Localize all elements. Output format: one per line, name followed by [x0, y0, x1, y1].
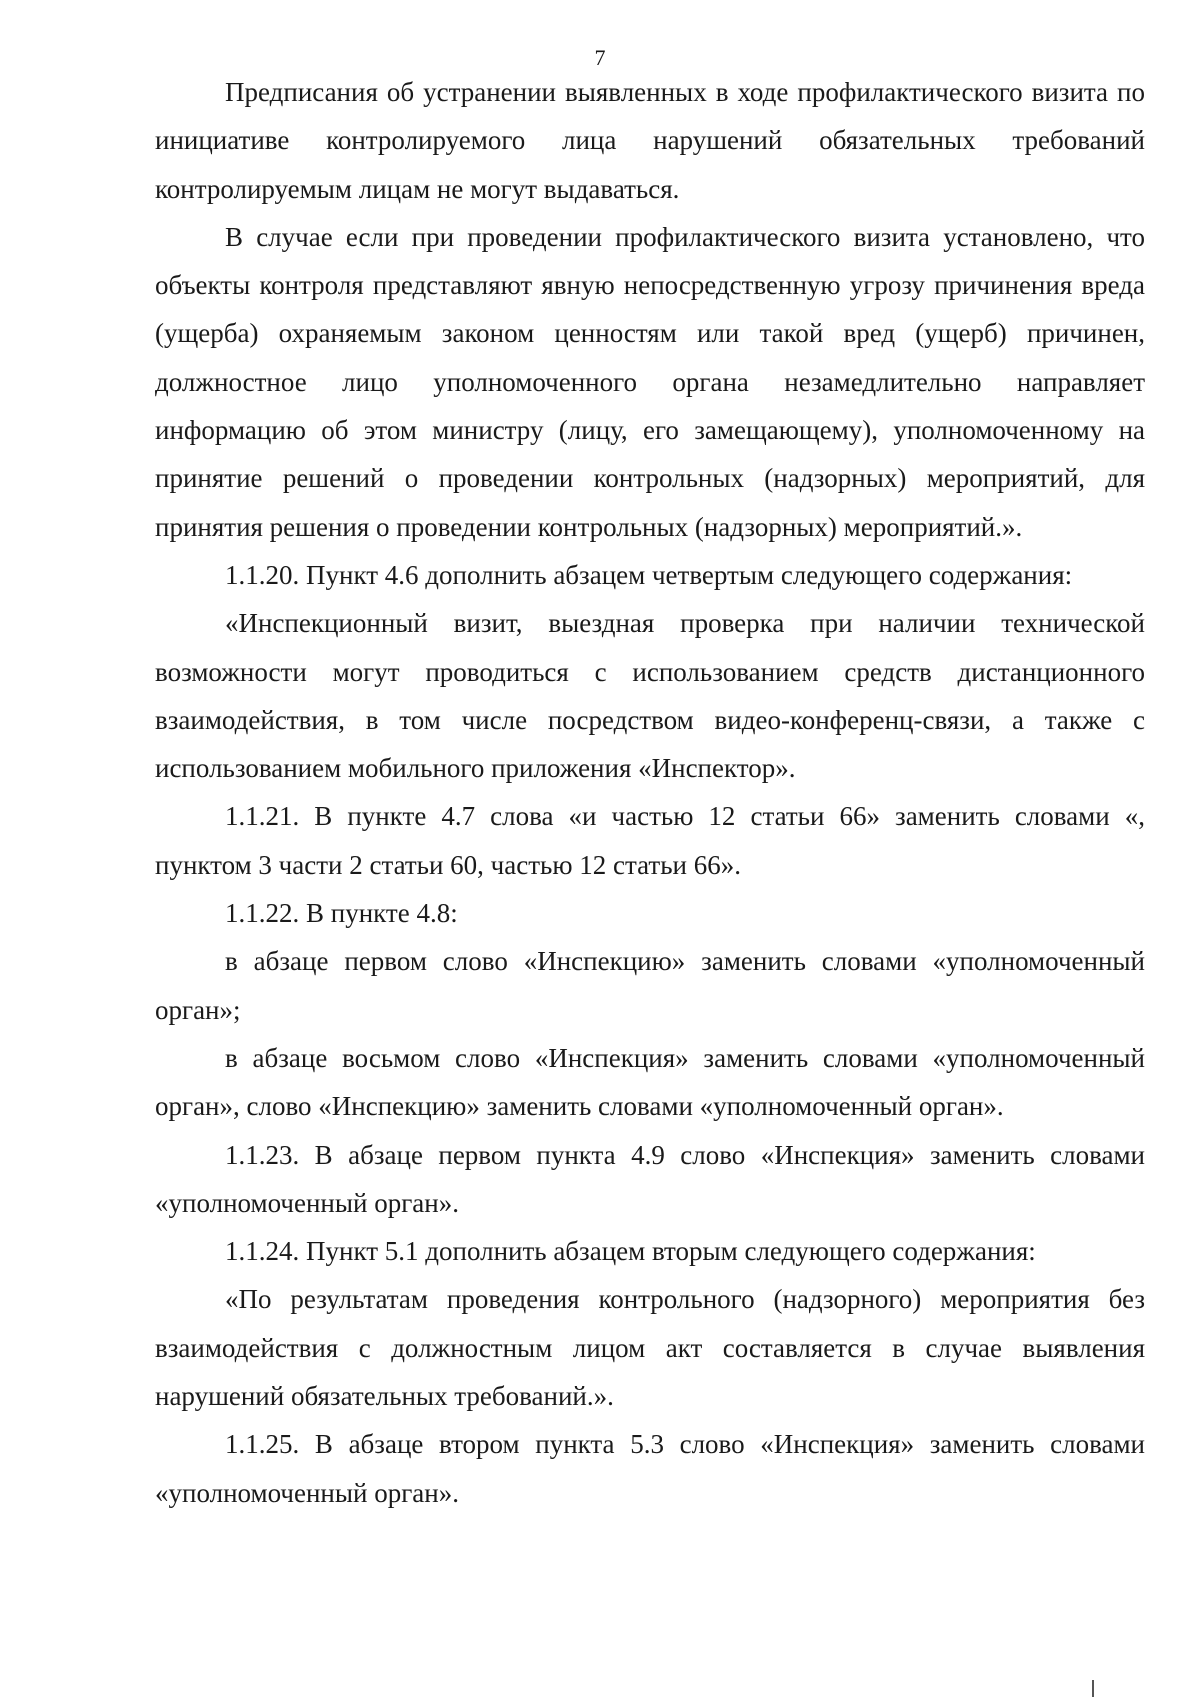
- paragraph-first-abzac: в абзаце первом слово «Инспекцию» заменить словами «уполномоченный орган»;: [155, 946, 1145, 1025]
- paragraph-item-1-1-20: 1.1.20. Пункт 4.6 дополнить абзацем четвертым следующего содержания:: [225, 559, 1073, 590]
- paragraph-item-1-1-22: 1.1.22. В пункте 4.8:: [225, 898, 458, 929]
- paragraph-item-1-1-23: 1.1.23. В абзаце первом пункта 4.9 слово «Инспекция» заменить словами «уполномоченный орган».: [155, 1139, 1145, 1218]
- page-number: 7: [594, 45, 606, 70]
- paragraph-item-1-1-21: 1.1.21. В пункте 4.7 слова «и частью 12 статьи 66» заменить словами «, пунктом 3 части 2 статьи 60, частью 12 статьи 66».: [155, 801, 1145, 880]
- paragraph-threat-case: В случае если при проведении профилактического визита установлено, что объекты контроля представляют явную непосредственную угрозу причинения вреда (ущерба) охраняемым законом ценностям или такой вред (ущерб) причинен, должностное лицо уполномоченного органа незамедлительно направляет информацию об этом министру (лицу, его замещающему), уполномоченному на принятие решений о проведении контрольных (надзорных) мероприятий, для принятия решения о проведении контрольных (надзорных) мероприятий.».: [155, 221, 1145, 542]
- paragraph-act-quote: «По результатам проведения контрольного (надзорного) мероприятия без взаимодействия с должностным лицом акт составляется в случае выявления нарушений обязательных требований.».: [155, 1284, 1145, 1412]
- document-body: [155, 68, 1145, 1517]
- paragraph-prescriptions: Предписания об устранении выявленных в ходе профилактического визита по инициативе контролируемого лица нарушений обязательных требований контролируемым лицам не могут выдаваться.: [155, 77, 1145, 204]
- paragraph-item-1-1-25: 1.1.25. В абзаце втором пункта 5.3 слово «Инспекция» заменить словами «уполномоченный орган».: [155, 1429, 1145, 1508]
- paragraph-item-1-1-24: 1.1.24. Пункт 5.1 дополнить абзацем вторым следующего содержания:: [225, 1236, 1036, 1267]
- paragraph-eighth-abzac: в абзаце восьмом слово «Инспекция» заменить словами «уполномоченный орган», слово «Инспекцию» заменить словами «уполномоченный орган».: [155, 1042, 1145, 1122]
- paragraph-inspection-visit-quote: «Инспекционный визит, выездная проверка при наличии технической возможности могут проводиться с использованием средств дистанционного взаимодействия, в том числе посредством видео-конференц-связи, а также с использованием мобильного приложения «Инспектор».: [155, 608, 1145, 784]
- scan-edge-mark: [1092, 1680, 1094, 1697]
